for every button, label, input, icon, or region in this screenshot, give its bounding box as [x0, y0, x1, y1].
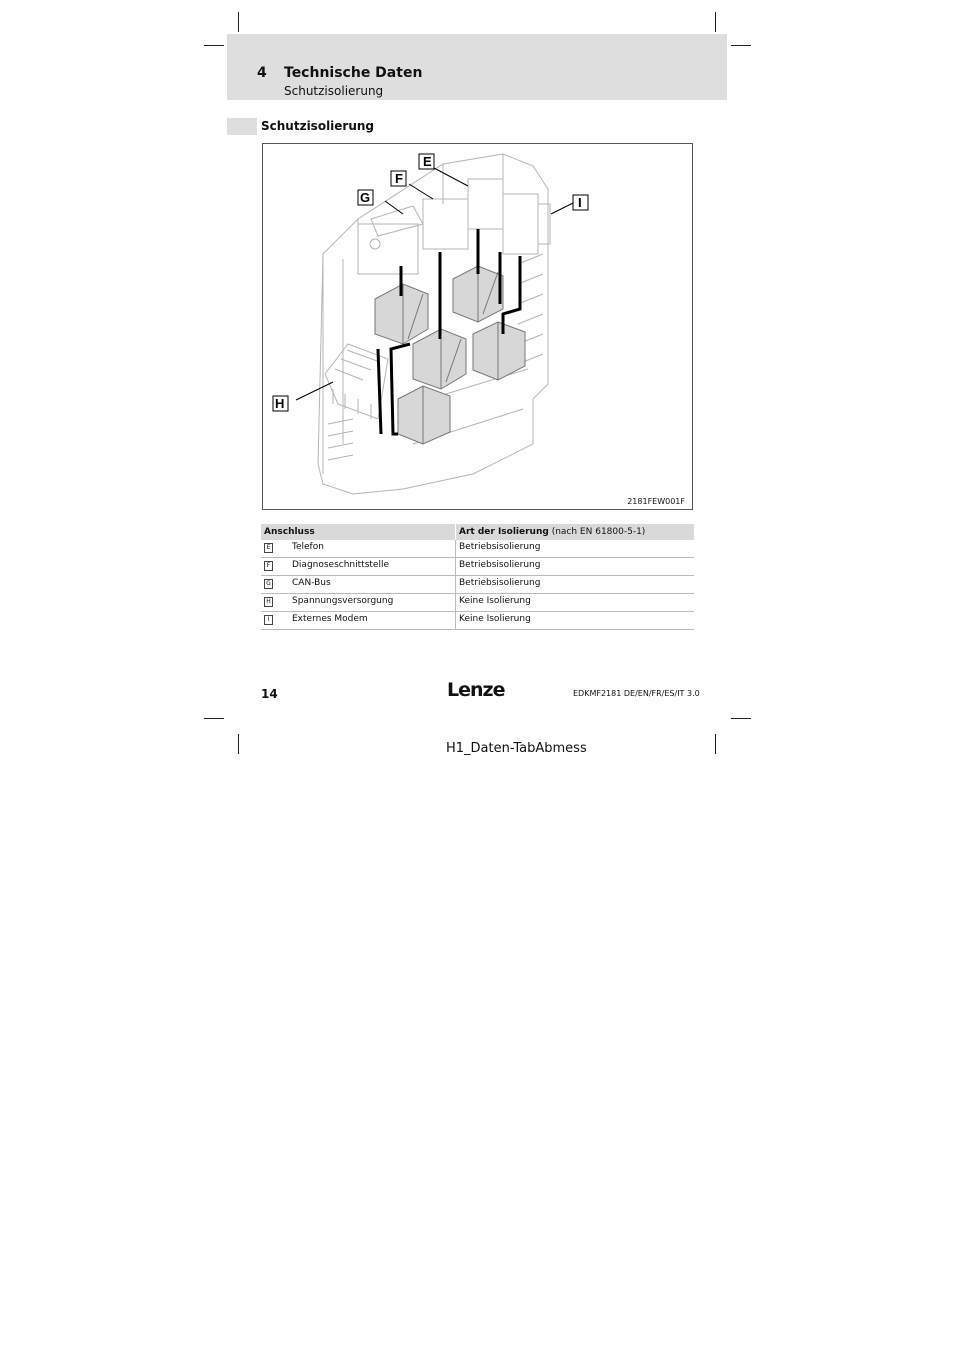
figure-id: 2181FEW001F — [627, 497, 685, 506]
row-isolation: Keine Isolierung — [456, 594, 695, 612]
section-title: Schutzisolierung — [261, 119, 375, 133]
table-row — [261, 576, 694, 594]
chapter-title: Technische Daten — [284, 65, 423, 81]
callout-e: E — [423, 154, 432, 169]
crop-mark — [715, 734, 716, 754]
crop-mark — [731, 718, 751, 719]
chapter-subtitle: Schutzisolierung — [284, 84, 384, 98]
row-key: H — [261, 594, 289, 612]
header-isolation: Art der Isolierung (nach EN 61800-5-1) — [456, 524, 695, 540]
section-marker — [227, 118, 257, 135]
crop-mark — [204, 718, 224, 719]
callout-g: G — [360, 190, 371, 205]
row-key: E — [261, 540, 289, 558]
device-figure — [262, 143, 693, 510]
row-isolation: Keine Isolierung — [456, 612, 695, 630]
device-drawing — [263, 144, 694, 511]
row-isolation: Betriebsisolierung — [456, 540, 695, 558]
table-header-row — [261, 524, 694, 540]
isolation-table — [261, 524, 694, 630]
row-connection: Spannungsversorgung — [289, 594, 456, 612]
table-row — [261, 594, 694, 612]
document-reference: EDKMF2181 DE/EN/FR/ES/IT 3.0 — [573, 689, 700, 698]
row-connection: CAN-Bus — [289, 576, 456, 594]
callout-f: F — [395, 171, 403, 186]
footer-label: H1_Daten-TabAbmess — [446, 741, 587, 756]
crop-mark — [238, 12, 239, 32]
header-connection: Anschluss — [261, 524, 456, 540]
row-key: I — [261, 612, 289, 630]
row-connection: Telefon — [289, 540, 456, 558]
row-key: F — [261, 558, 289, 576]
table-row — [261, 558, 694, 576]
page-number: 14 — [261, 687, 278, 701]
crop-mark — [731, 45, 751, 46]
crop-mark — [204, 45, 224, 46]
chapter-number: 4 — [257, 65, 267, 81]
callout-h: H — [275, 396, 285, 411]
callout-i: I — [578, 195, 582, 210]
crop-mark — [715, 12, 716, 32]
lenze-logo: Lenze — [447, 679, 505, 701]
row-key: G — [261, 576, 289, 594]
table-row — [261, 612, 694, 630]
row-connection: Externes Modem — [289, 612, 456, 630]
row-isolation: Betriebsisolierung — [456, 558, 695, 576]
crop-mark — [238, 734, 239, 754]
row-isolation: Betriebsisolierung — [456, 576, 695, 594]
table-row — [261, 540, 694, 558]
row-connection: Diagnoseschnittstelle — [289, 558, 456, 576]
